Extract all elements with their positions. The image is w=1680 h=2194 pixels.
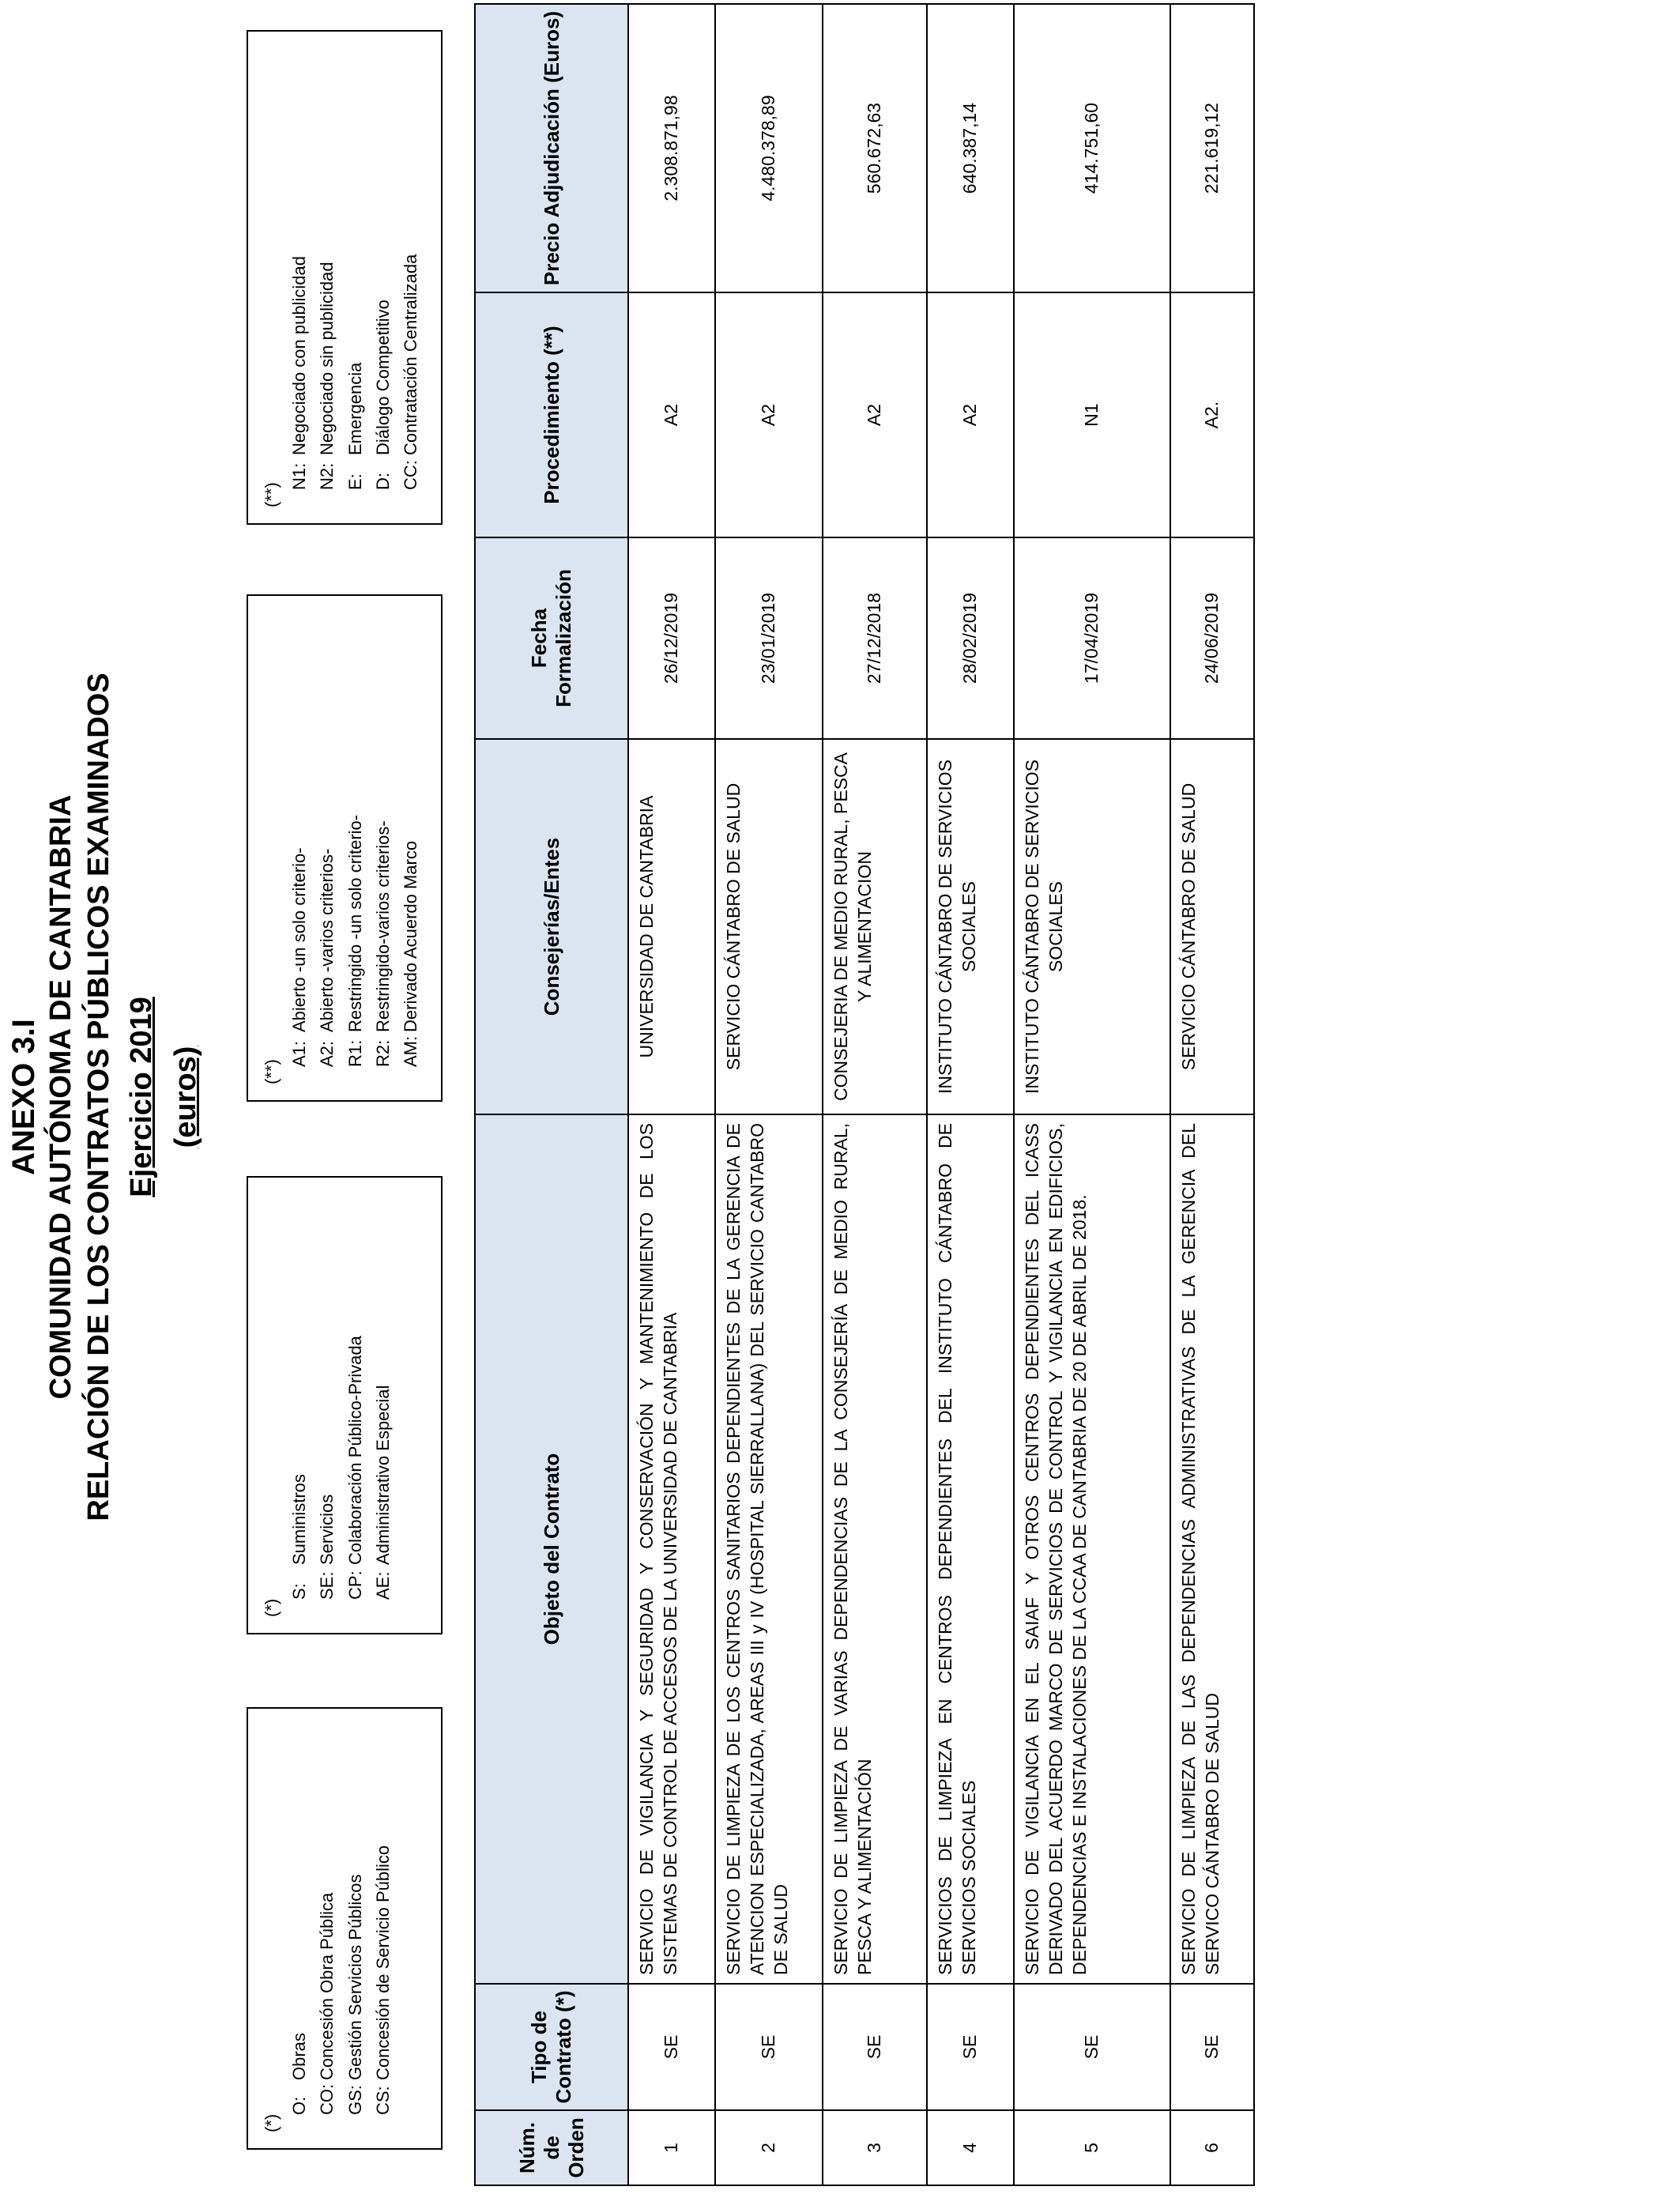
legend-label: Servicios xyxy=(317,1494,337,1565)
cell-fecha: 26/12/2019 xyxy=(628,537,715,739)
legend-label: Restringido-varios criterios- xyxy=(372,820,393,1032)
legend-item xyxy=(313,612,341,1084)
cell-entes: SERVICIO CÁNTABRO DE SALUD xyxy=(1170,739,1254,1114)
cell-orden: 1 xyxy=(628,2110,715,2185)
legend-item xyxy=(285,1725,313,2132)
col-header-tipo: Tipo de Contrato (*) xyxy=(475,1984,628,2110)
cell-procedimiento: A2 xyxy=(715,292,823,537)
cell-tipo: SE xyxy=(1014,1984,1170,2110)
legend-code: AM: xyxy=(400,1035,420,1067)
cell-entes: INSTITUTO CÁNTABRO DE SERVICIOS SOCIALES xyxy=(927,739,1014,1114)
legend-code: R1: xyxy=(345,1039,365,1067)
report-title: RELACIÓN DE LOS CONTRATOS PÚBLICOS EXAMINADOS xyxy=(82,673,115,1521)
legend-code: GS: xyxy=(345,2085,365,2115)
legend-item xyxy=(369,1193,397,1617)
legend-label: Colaboración Público-Privada xyxy=(345,1336,365,1565)
cell-precio: 4.480.378,89 xyxy=(715,4,823,292)
col-header-fecha: Fecha Formalización xyxy=(475,537,628,739)
legend-code: CO: xyxy=(317,2083,337,2115)
legend-contract-types-2 xyxy=(247,1176,443,1634)
legend-item xyxy=(397,47,424,507)
legend-code: N1: xyxy=(289,462,310,490)
cell-procedimiento: A2 xyxy=(927,292,1014,537)
legend-label: Negociado sin publicidad xyxy=(317,262,337,455)
legend-code: AE: xyxy=(372,1571,393,1600)
cell-orden: 4 xyxy=(927,2110,1014,2185)
legend-item xyxy=(341,612,369,1084)
legend-code: O: xyxy=(289,2096,310,2115)
annex-label: ANEXO 3.I xyxy=(6,1019,41,1175)
legend-mark: (**) xyxy=(262,482,281,507)
cell-entes: CONSEJERIA DE MEDIO RURAL, PESCA Y ALIMENTACION xyxy=(823,739,927,1114)
cell-orden: 6 xyxy=(1170,2110,1254,2185)
legend-code: R2: xyxy=(372,1039,393,1067)
legend-code: S: xyxy=(289,1583,310,1600)
col-header-entes: Consejerías/Entes xyxy=(475,739,628,1114)
legend-item xyxy=(369,1725,397,2132)
legend-label: Gestión Servicios Públicos xyxy=(345,1874,365,2080)
legend-label: Diálogo Competitivo xyxy=(372,300,393,455)
legend-item xyxy=(285,612,313,1084)
legend-code: D: xyxy=(372,473,393,490)
cell-entes: INSTITUTO CÁNTABRO DE SERVICIOS SOCIALES xyxy=(1014,739,1170,1114)
legend-label: Suministros xyxy=(289,1474,310,1565)
col-header-procedimiento: Procedimiento (**) xyxy=(475,292,628,537)
legend-code: CS: xyxy=(372,2086,393,2115)
cell-procedimiento: A2 xyxy=(628,292,715,537)
cell-objeto: SERVICIO DE LIMPIEZA DE VARIAS DEPENDENCIAS DE LA CONSEJERÍA DE MEDIO RURAL, PESCA Y ALIMENTACIÓN xyxy=(823,1114,927,1984)
col-header-precio: Precio Adjudicación (Euros) xyxy=(475,4,628,292)
legend-item xyxy=(369,47,397,507)
cell-tipo: SE xyxy=(927,1984,1014,2110)
table-row xyxy=(927,4,1014,2185)
cell-fecha: 28/02/2019 xyxy=(927,537,1014,739)
legend-label: Derivado Acuerdo Marco xyxy=(400,840,420,1032)
legend-contract-types-1 xyxy=(247,1707,443,2150)
cell-objeto: SERVICIOS DE LIMPIEZA EN CENTROS DEPENDIENTES DEL INSTITUTO CÁNTABRO DE SERVICIOS SOCIALES xyxy=(927,1114,1014,1984)
legend-label: Abierto -un solo criterio- xyxy=(289,847,310,1032)
legend-code: CP: xyxy=(345,1570,365,1600)
legend-label: Concesión de Servicio Público xyxy=(372,1845,393,2080)
table-row xyxy=(715,4,823,2185)
cell-precio: 221.619,12 xyxy=(1170,4,1254,292)
cell-orden: 2 xyxy=(715,2110,823,2185)
cell-fecha: 27/12/2018 xyxy=(823,537,927,739)
col-header-orden: Núm. de Orden xyxy=(475,2110,628,2185)
cell-objeto: SERVICIO DE VIGILANCIA Y SEGURIDAD Y CONSERVACIÓN Y MANTENIMIENTO DE LOS SISTEMAS DE CONTROL DE ACCESOS DE LA UNIVERSIDAD DE CANTABRIA xyxy=(628,1114,715,1984)
cell-tipo: SE xyxy=(628,1984,715,2110)
legend-code: A1: xyxy=(289,1040,310,1067)
legend-item xyxy=(341,47,369,507)
legend-label: Contratación Centralizada xyxy=(400,254,420,455)
legend-mark: (**) xyxy=(262,1059,281,1084)
cell-tipo: SE xyxy=(1170,1984,1254,2110)
legend-item xyxy=(341,1725,369,2132)
legend-code: A2: xyxy=(317,1040,337,1067)
legend-procedures-2 xyxy=(247,30,443,525)
cell-objeto: SERVICIO DE LIMPIEZA DE LAS DEPENDENCIAS ADMINISTRATIVAS DE LA GERENCIA DEL SERVICO CÁNTABRO DE SALUD xyxy=(1170,1114,1254,1984)
col-header-objeto: Objeto del Contrato xyxy=(475,1114,628,1984)
table-row xyxy=(628,4,715,2185)
legend-code: CC: xyxy=(400,460,420,490)
cell-entes: UNIVERSIDAD DE CANTABRIA xyxy=(628,739,715,1114)
currency-unit: (euros) xyxy=(169,1046,202,1148)
cell-procedimiento: A2 xyxy=(823,292,927,537)
cell-fecha: 23/01/2019 xyxy=(715,537,823,739)
cell-tipo: SE xyxy=(715,1984,823,2110)
cell-procedimiento: A2. xyxy=(1170,292,1254,537)
community-title: COMUNIDAD AUTÓNOMA DE CANTABRIA xyxy=(44,794,77,1400)
cell-objeto: SERVICIO DE LIMPIEZA DE LOS CENTROS SANITARIOS DEPENDIENTES DE LA GERENCIA DE ATENCION ESPECIALIZADA, AREAS III y IV (HOSPITAL SIERRALLANA) DEL SERVICIO CANTABRO DE SALUD xyxy=(715,1114,823,1984)
legend-item xyxy=(313,1725,341,2132)
table-row xyxy=(823,4,927,2185)
legend-mark: (*) xyxy=(262,2113,281,2132)
table-row xyxy=(1014,4,1170,2185)
cell-objeto: SERVICIO DE VIGILANCIA EN EL SAIAF Y OTROS CENTROS DEPENDIENTES DEL ICASS DERIVADO DEL ACUERDO MARCO DE SERVICIOS DE CONTROL Y VIGILANCIA EN EDIFICIOS, DEPENDENCIAS E INSTALACIONES DE LA CCAA DE CANTABRIA DE 20 DE ABRIL DE 2018. xyxy=(1014,1114,1170,1984)
legend-label: Abierto -varios criterios- xyxy=(317,848,337,1032)
cell-fecha: 24/06/2019 xyxy=(1170,537,1254,739)
table-header-row xyxy=(475,4,628,2185)
cell-fecha: 17/04/2019 xyxy=(1014,537,1170,739)
cell-procedimiento: N1 xyxy=(1014,292,1170,537)
table-row xyxy=(1170,4,1254,2185)
legend-code: E: xyxy=(345,473,365,490)
legend-label: Obras xyxy=(289,2033,310,2080)
cell-orden: 5 xyxy=(1014,2110,1170,2185)
legend-item xyxy=(397,612,424,1084)
legend-label: Negociado con publicidad xyxy=(289,256,310,455)
legend-item xyxy=(285,1193,313,1617)
legend-label: Concesión Obra Pública xyxy=(317,1892,337,2080)
cell-precio: 2.308.871,98 xyxy=(628,4,715,292)
legend-code: SE: xyxy=(317,1571,337,1600)
cell-orden: 3 xyxy=(823,2110,927,2185)
legend-procedures-1 xyxy=(247,594,443,1102)
fiscal-year: Ejercicio 2019 xyxy=(125,997,158,1197)
legend-item xyxy=(341,1193,369,1617)
legend-item xyxy=(313,1193,341,1617)
legend-item xyxy=(369,612,397,1084)
contracts-table xyxy=(474,3,1255,2186)
cell-precio: 560.672,63 xyxy=(823,4,927,292)
cell-tipo: SE xyxy=(823,1984,927,2110)
legend-item xyxy=(285,47,313,507)
legend-item xyxy=(313,47,341,507)
legend-mark: (*) xyxy=(262,1598,281,1617)
cell-entes: SERVICIO CÁNTABRO DE SALUD xyxy=(715,739,823,1114)
legend-label: Restringido -un solo criterio- xyxy=(345,814,365,1032)
cell-precio: 414.751,60 xyxy=(1014,4,1170,292)
legend-label: Emergencia xyxy=(345,362,365,455)
legend-label: Administrativo Especial xyxy=(372,1385,393,1565)
legend-code: N2: xyxy=(317,462,337,490)
cell-precio: 640.387,14 xyxy=(927,4,1014,292)
